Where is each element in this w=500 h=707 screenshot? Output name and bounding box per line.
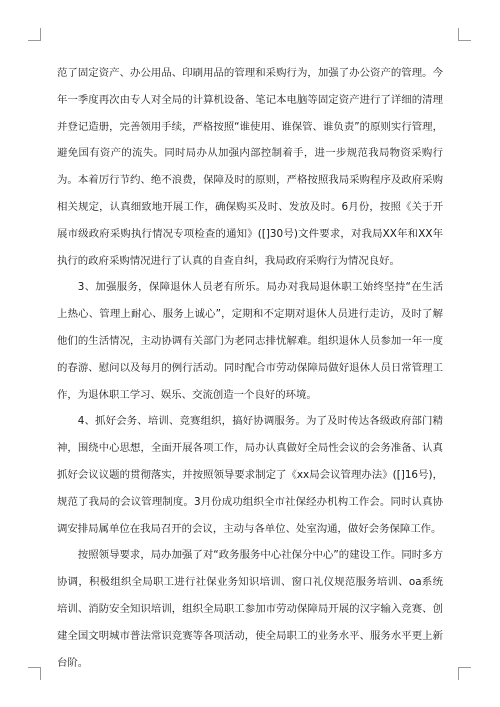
paragraph-service-center: 按照领导要求，局办加强了对“政务服务中心社保分中心”的建设工作。同时多方协调，积极组织全局职工进行社保业务知识培训、窗口礼仪规范服务培训、oa系统培训、消防安全知识培训，组织全局职工参加市劳动保障局开展的汉字输入竞赛、创建全国文明城市普法常识竞赛等各项活动，使全局职工的业务水平、服务水平更上新台阶。 (57, 549, 443, 669)
paragraph-retiree-service: 3、加强服务，保障退休人员老有所乐。局办对我局退休职工始终坚持“在生活上热心、管理上耐心、服务上诚心”，定期和不定期对退休人员进行走访，及时了解他们的生活情况，主动协调有关部门为老同志排忧解难。组织退休人员参加一年一度的春游、慰问以及每月的例行活动。同时配合市劳动保障局做好退休人员日常管理工作，为退休职工学习、娱乐、交流创造一个良好的环境。 (57, 281, 443, 401)
crop-mark-bottom-left (28, 667, 41, 680)
crop-mark-bottom-right (458, 667, 471, 680)
document-body (57, 60, 443, 676)
paragraph-meetings-training: 4、抓好会务、培训、竞赛组织，搞好协调服务。为了及时传达各级政府部门精神，围绕中心思想，全面开展各项工作，局办认真做好全局性会议的会务准备、认真抓好会议议题的贯彻落实，并按照领导要求制定了《xx局会议管理办法》([]16号)，规范了我局的会议管理制度。3月份成功组织全市社保经办机构工作会。同时认真协调安排局属单位在我局召开的会议，主动与各单位、处室沟通，做好会务保障工作。 (57, 415, 443, 535)
paragraph-asset-management: 范了固定资产、办公用品、印刷用品的管理和采购行为，加强了办公资产的管理。今年一季度再次由专人对全局的计算机设备、笔记本电脑等固定资产进行了详细的清理并登记造册，完善领用手续，严格按照“谁使用、谁保管、谁负责”的原则实行管理，避免国有资产的流失。同时局办从加强内部控制着手，进一步规范我局物资采购行为。本着厉行节约、绝不浪费，保障及时的原则，严格按照我局采购程序及政府采购相关规定，认真细致地开展工作，确保购买及时、发放及时。6月份，按照《关于开展市级政府采购执行情况专项检查的通知》([]30号)文件要求，对我局XX年和XX年执行的政府采购情况进行了认真的自查自纠，我局政府采购行为情况良好。 (57, 67, 443, 267)
crop-mark-top-left (28, 28, 41, 41)
crop-mark-top-right (458, 28, 471, 41)
